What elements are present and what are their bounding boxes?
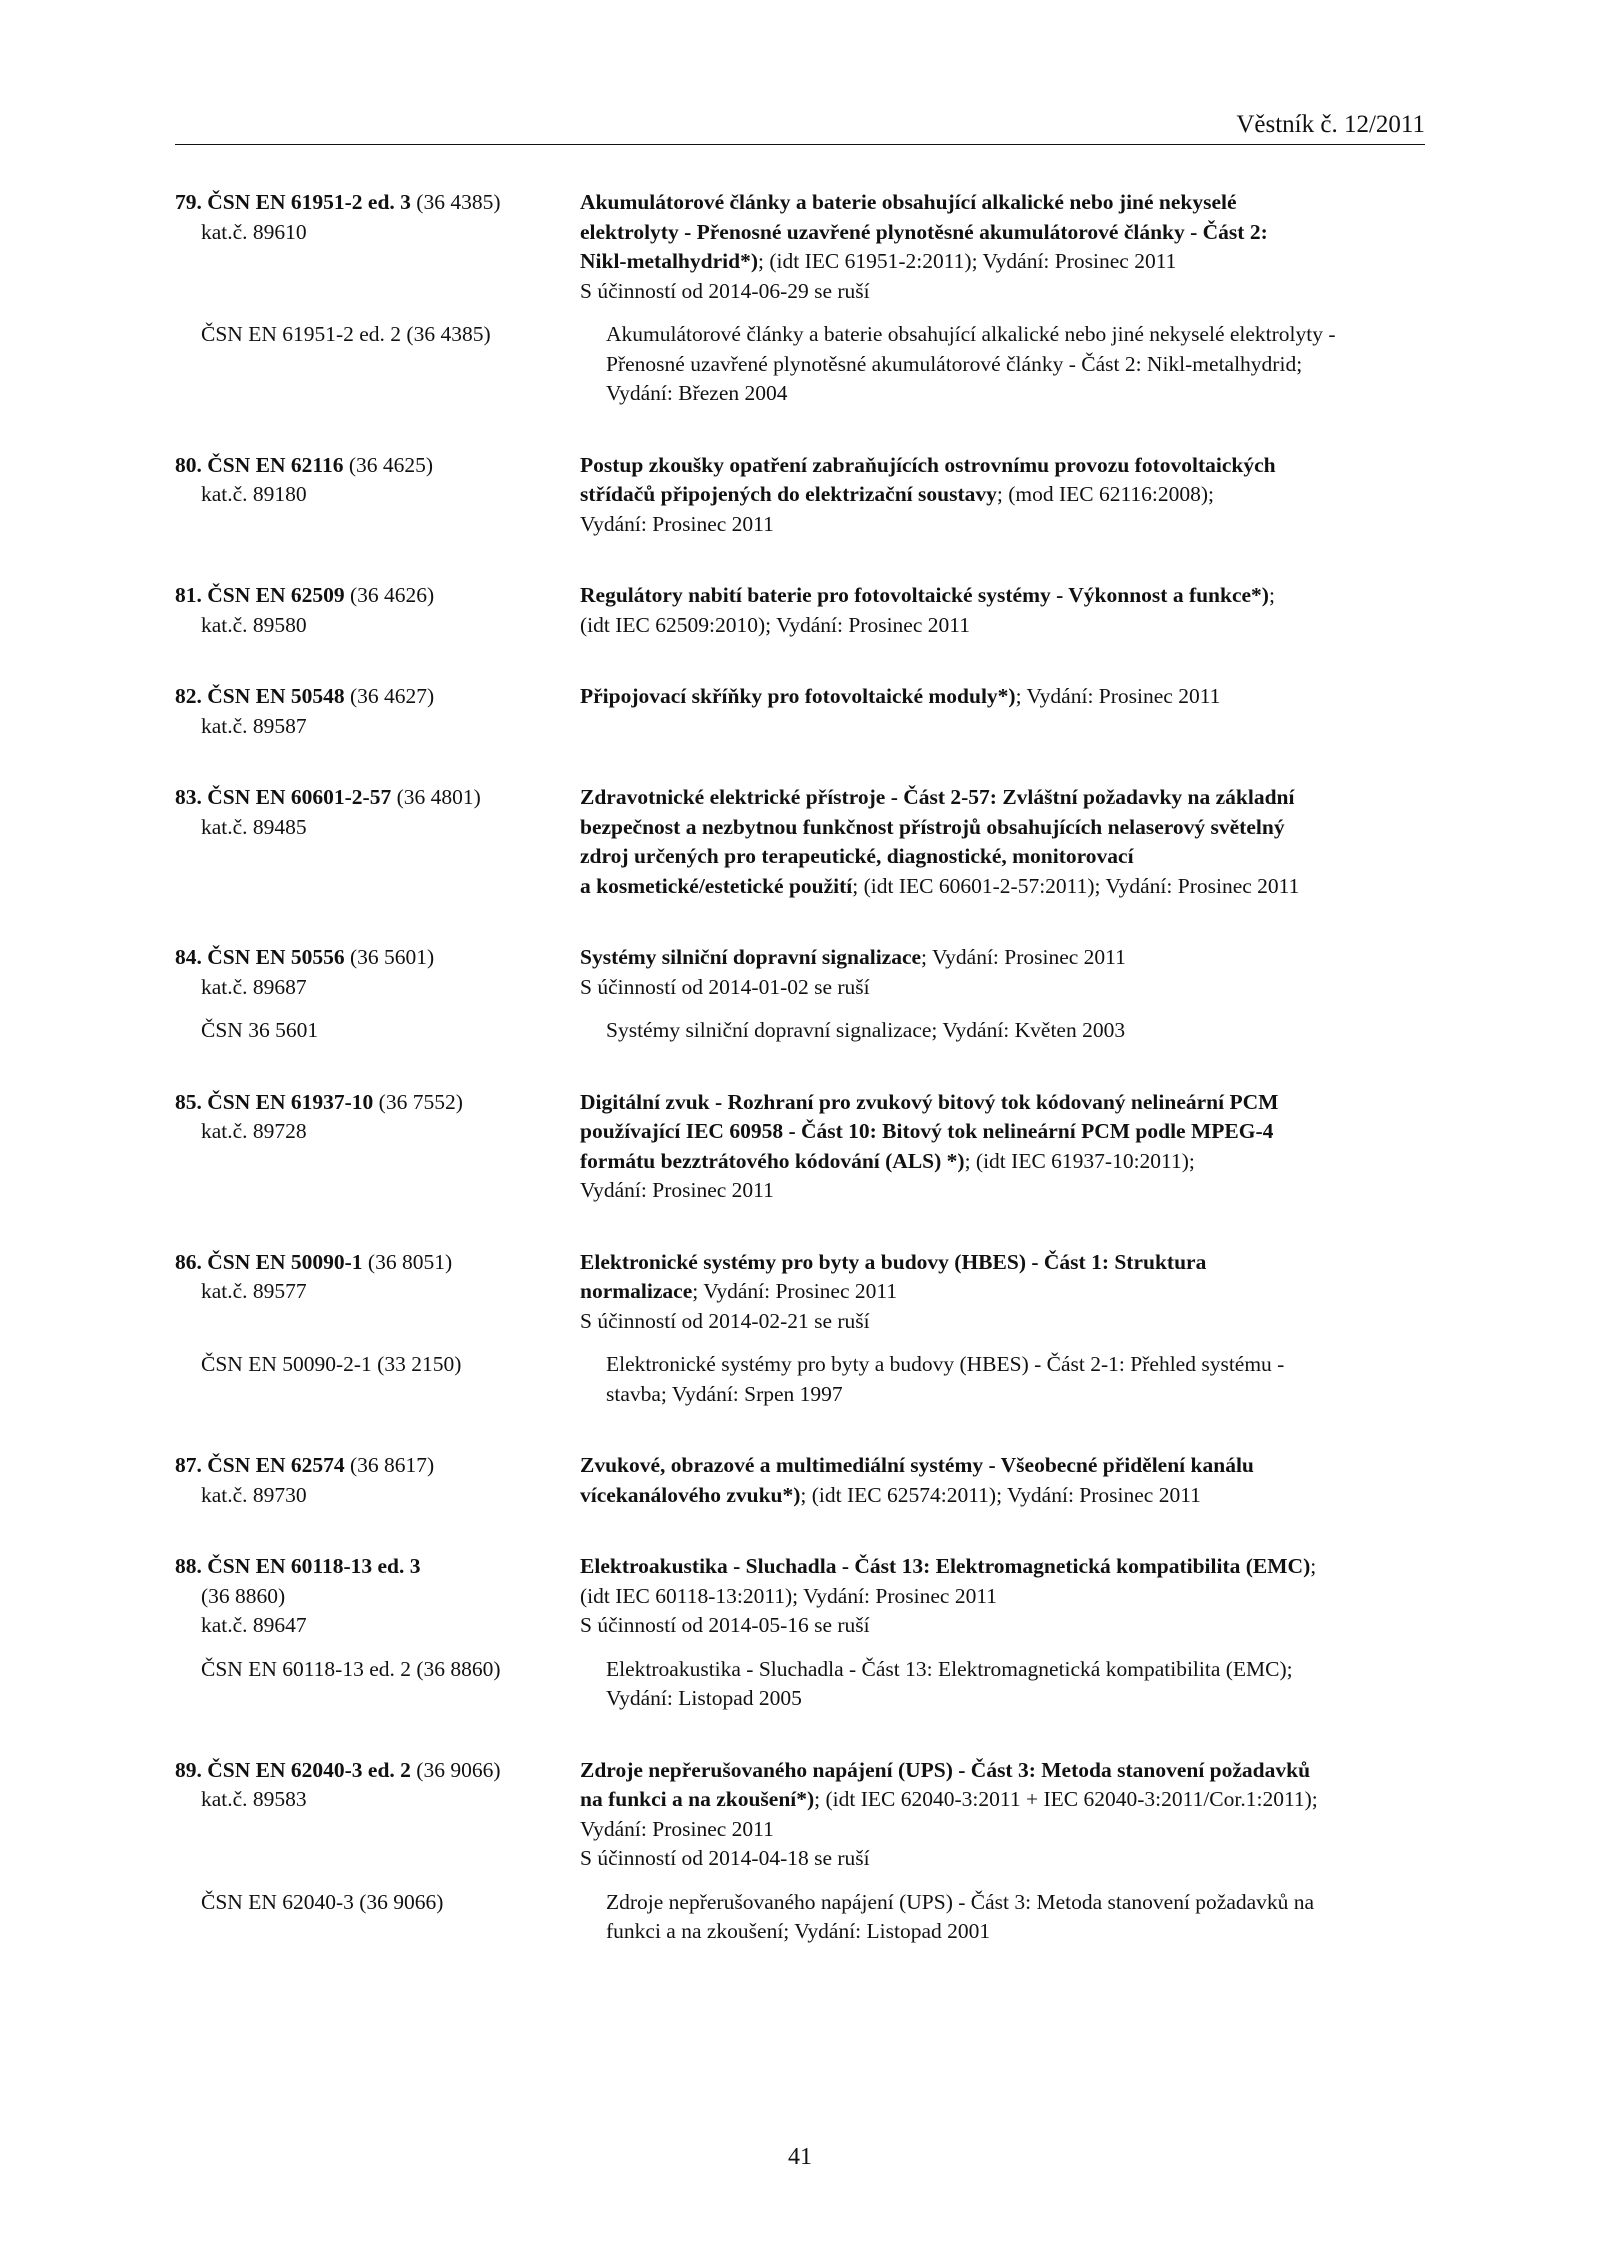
standard-code: ČSN EN 62509	[207, 583, 345, 607]
replaced-standard-row	[175, 1888, 1435, 1947]
entry-main-row	[175, 1451, 1435, 1510]
publication-info: S účinností od 2014-05-16 se ruší	[580, 1613, 870, 1637]
entry-designation	[175, 1552, 580, 1641]
standard-code: ČSN EN 62574	[207, 1453, 345, 1477]
designation-line	[175, 1451, 580, 1481]
entry-description	[580, 943, 1435, 1002]
title-line	[580, 1552, 1435, 1582]
title-line	[580, 480, 1435, 510]
publication-info: Vydání: Prosinec 2011	[580, 1178, 774, 1202]
replaced-line: Akumulátorové články a baterie obsahující alkalické nebo jiné nekyselé elektrolyty -	[606, 322, 1336, 346]
entry-designation	[175, 682, 580, 741]
catalog-number: kat.č. 89577	[201, 1279, 307, 1303]
publication-info: S účinností od 2014-06-29 se ruší	[580, 278, 870, 303]
entry-description	[580, 188, 1435, 306]
designation-line	[175, 188, 580, 218]
standard-entry	[175, 682, 1435, 741]
entry-designation	[175, 1088, 580, 1206]
entry-main-row	[175, 1088, 1435, 1206]
entry-main-row	[175, 682, 1435, 741]
title-line: bezpečnost a nezbytnou funkčnost přístrojů obsahujících nelaserový světelný	[580, 814, 1285, 839]
replaced-standard-description	[606, 1888, 1435, 1947]
entry-designation	[175, 943, 580, 1002]
publication-info: ;	[1268, 583, 1275, 607]
standards-list	[175, 188, 1435, 1989]
replaced-standard-row	[175, 1016, 1435, 1046]
catalog-number: kat.č. 89587	[201, 713, 307, 738]
title-line-end: na funkci a na zkoušení*)	[580, 1787, 815, 1811]
classification-code: (36 8860)	[201, 1583, 286, 1608]
designation-line	[175, 943, 580, 973]
classification-code: (36 4385)	[410, 190, 501, 214]
entry-number: 79.	[175, 190, 202, 214]
entry-description	[580, 783, 1435, 901]
entry-designation	[175, 1451, 580, 1510]
catalog-number: kat.č. 89687	[201, 974, 307, 999]
entry-number: 86.	[175, 1249, 202, 1274]
catalog-number: kat.č. 89580	[201, 612, 307, 637]
page-header	[175, 108, 1425, 145]
entry-designation	[175, 783, 580, 901]
replaced-standard-code: ČSN EN 50090-2-1 (33 2150)	[201, 1352, 462, 1376]
publication-info: (idt IEC 60118-13:2011); Vydání: Prosinec 2011	[580, 1583, 998, 1608]
title-line	[580, 247, 1435, 277]
catalog-number: kat.č. 89180	[201, 482, 307, 506]
catalog-number: kat.č. 89610	[201, 219, 307, 244]
standard-entry	[175, 451, 1435, 540]
publication-info: ; Vydání: Prosinec 2011	[692, 1279, 898, 1303]
publication-info: S účinností od 2014-01-02 se ruší	[580, 974, 870, 999]
designation-line	[175, 1088, 580, 1118]
replaced-standard-code: ČSN EN 60118-13 ed. 2 (36 8860)	[201, 1656, 501, 1681]
publication-info: S účinností od 2014-04-18 se ruší	[580, 1846, 870, 1870]
title-line: Digitální zvuk - Rozhraní pro zvukový bitový tok kódovaný nelineární PCM	[580, 1089, 1279, 1114]
title-line-end: Elektroakustika - Sluchadla - Část 13: Elektromagnetická kompatibilita (EMC)	[580, 1554, 1311, 1578]
title-line	[580, 872, 1435, 902]
title-line	[580, 682, 1435, 712]
title-line: elektrolyty - Přenosné uzavřené plynotěsné akumulátorové články - Část 2:	[580, 219, 1268, 244]
replaced-line: stavba; Vydání: Srpen 1997	[606, 1381, 843, 1406]
journal-issue-title: Věstník č. 12/2011	[1236, 111, 1425, 138]
classification-code: (36 4625)	[343, 452, 434, 477]
standard-entry	[175, 943, 1435, 1046]
entry-description	[580, 451, 1435, 540]
title-line-end: Regulátory nabití baterie pro fotovoltaické systémy - Výkonnost a funkce*)	[580, 583, 1269, 607]
classification-code: (36 8051)	[362, 1249, 453, 1274]
catalog-number: kat.č. 89485	[201, 814, 307, 839]
publication-info: ; Vydání: Prosinec 2011	[921, 945, 1126, 969]
designation-line	[175, 581, 580, 611]
standard-entry	[175, 1756, 1435, 1947]
replaced-standard-row	[175, 1350, 1435, 1409]
publication-info: ;	[1310, 1554, 1317, 1578]
title-line-end: vícekanálového zvuku*)	[580, 1482, 801, 1507]
replaced-standard-description	[606, 1655, 1435, 1714]
entry-description	[580, 1552, 1435, 1641]
title-line-end: Nikl-metalhydrid*)	[580, 249, 758, 273]
entry-designation	[175, 1248, 580, 1337]
title-line	[580, 943, 1435, 973]
title-line: Zdravotnické elektrické přístroje - Část 2-57: Zvláštní požadavky na základní	[580, 785, 1295, 809]
catalog-number: kat.č. 89583	[201, 1787, 307, 1811]
replaced-standard-description	[606, 1350, 1435, 1409]
classification-code: (36 4627)	[344, 684, 435, 708]
classification-code: (36 5601)	[344, 945, 435, 969]
classification-code: (36 4626)	[344, 583, 435, 607]
publication-info: (idt IEC 62509:2010); Vydání: Prosinec 2011	[580, 612, 970, 637]
entry-description	[580, 1088, 1435, 1206]
title-line	[580, 1147, 1435, 1177]
replaced-standard-code: ČSN 36 5601	[201, 1018, 319, 1042]
replaced-standard-description	[606, 1016, 1435, 1046]
replaced-line: Přenosné uzavřené plynotěsné akumulátorové články - Část 2: Nikl-metalhydrid;	[606, 351, 1303, 376]
title-line	[580, 1277, 1435, 1307]
title-line: Zdroje nepřerušovaného napájení (UPS) - Část 3: Metoda stanovení požadavků	[580, 1757, 1311, 1782]
publication-info: Vydání: Prosinec 2011	[580, 511, 774, 536]
entry-main-row	[175, 451, 1435, 540]
entry-main-row	[175, 783, 1435, 901]
standard-entry	[175, 1552, 1435, 1714]
designation-line	[175, 451, 580, 481]
entry-number: 89.	[175, 1757, 202, 1782]
publication-info: ; (idt IEC 61937-10:2011);	[964, 1148, 1195, 1173]
replaced-standard-row	[175, 1655, 1435, 1714]
classification-code: (36 9066)	[410, 1757, 501, 1782]
title-line: Elektronické systémy pro byty a budovy (HBES) - Část 1: Struktura	[580, 1249, 1207, 1274]
standard-code: ČSN EN 62040-3 ed. 2	[207, 1757, 411, 1782]
standard-code: ČSN EN 62116	[207, 452, 344, 477]
title-line-end: Systémy silniční dopravní signalizace	[580, 945, 922, 969]
entry-number: 82.	[175, 684, 202, 708]
entry-number: 81.	[175, 583, 202, 607]
designation-line	[175, 783, 580, 813]
title-line-end: normalizace	[580, 1279, 693, 1303]
standard-code: ČSN EN 50548	[207, 684, 345, 708]
entry-main-row	[175, 1248, 1435, 1337]
publication-info: ; (idt IEC 62040-3:2011 + IEC 62040-3:2011/Cor.1:2011);	[814, 1787, 1318, 1811]
entry-number: 88.	[175, 1554, 202, 1578]
title-line: zdroj určených pro terapeutické, diagnostické, monitorovací	[580, 844, 1134, 868]
replaced-line: Zdroje nepřerušovaného napájení (UPS) - Část 3: Metoda stanovení požadavků na	[606, 1889, 1315, 1914]
classification-code: (36 7552)	[373, 1089, 463, 1114]
replaced-line: funkci a na zkoušení; Vydání: Listopad 2001	[606, 1919, 991, 1943]
entry-description	[580, 581, 1435, 640]
title-line: používající IEC 60958 - Část 10: Bitový tok nelineární PCM podle MPEG-4	[580, 1119, 1274, 1143]
publication-info: ; (idt IEC 60601-2-57:2011); Vydání: Prosinec 2011	[852, 873, 1300, 898]
catalog-number: kat.č. 89647	[201, 1613, 307, 1637]
standard-code: ČSN EN 60118-13 ed. 3	[207, 1554, 421, 1578]
replaced-line: Vydání: Březen 2004	[606, 381, 788, 405]
entry-main-row	[175, 188, 1435, 306]
designation-line	[175, 1248, 580, 1278]
replaced-line: Vydání: Listopad 2005	[606, 1686, 802, 1710]
page-number: 41	[788, 2144, 812, 2170]
standard-entry	[175, 1248, 1435, 1410]
entry-description	[580, 682, 1435, 741]
replaced-standard-row	[175, 320, 1435, 409]
standard-code: ČSN EN 50556	[207, 945, 345, 969]
replaced-line: Elektronické systémy pro byty a budovy (HBES) - Část 2-1: Přehled systému -	[606, 1352, 1285, 1376]
title-line: Akumulátorové články a baterie obsahující alkalické nebo jiné nekyselé	[580, 190, 1237, 214]
title-line: Zvukové, obrazové a multimediální systémy - Všeobecné přidělení kanálu	[580, 1453, 1254, 1477]
title-line-end: formátu bezztrátového kódování (ALS) *)	[580, 1148, 965, 1173]
publication-info: Vydání: Prosinec 2011	[580, 1816, 774, 1841]
entry-main-row	[175, 1552, 1435, 1641]
entry-main-row	[175, 943, 1435, 1002]
catalog-number: kat.č. 89730	[201, 1482, 307, 1507]
replaced-line: Elektroakustika - Sluchadla - Část 13: Elektromagnetická kompatibilita (EMC);	[606, 1656, 1293, 1681]
entry-number: 80.	[175, 452, 202, 477]
title-line: Postup zkoušky opatření zabraňujících ostrovnímu provozu fotovoltaických	[580, 452, 1276, 477]
entry-description	[580, 1451, 1435, 1510]
catalog-number: kat.č. 89728	[201, 1119, 307, 1143]
entry-description	[580, 1248, 1435, 1337]
publication-info: ; (idt IEC 62574:2011); Vydání: Prosinec 2011	[800, 1482, 1201, 1507]
standard-entry	[175, 1451, 1435, 1510]
title-line	[580, 1481, 1435, 1511]
standard-code: ČSN EN 60601-2-57	[207, 785, 392, 809]
title-line-end: a kosmetické/estetické použití	[580, 873, 853, 898]
entry-number: 87.	[175, 1453, 202, 1477]
publication-info: ; (idt IEC 61951-2:2011); Vydání: Prosinec 2011	[757, 249, 1177, 273]
designation-line	[175, 1756, 580, 1786]
designation-line	[175, 682, 580, 712]
standard-code: ČSN EN 50090-1	[207, 1249, 363, 1274]
standard-entry	[175, 783, 1435, 901]
replaced-line: Systémy silniční dopravní signalizace; Vydání: Květen 2003	[606, 1018, 1126, 1042]
publication-info: ; Vydání: Prosinec 2011	[1015, 684, 1221, 708]
classification-code: (36 8617)	[344, 1453, 435, 1477]
title-line	[580, 1785, 1435, 1815]
publication-info: S účinností od 2014-02-21 se ruší	[580, 1308, 870, 1333]
title-line-end: Připojovací skříňky pro fotovoltaické moduly*)	[580, 684, 1016, 708]
title-line	[580, 581, 1435, 611]
entry-number: 84.	[175, 945, 202, 969]
entry-main-row	[175, 581, 1435, 640]
designation-line	[175, 1552, 580, 1582]
standard-code: ČSN EN 61951-2 ed. 3	[207, 190, 411, 214]
entry-designation	[175, 581, 580, 640]
entry-designation	[175, 188, 580, 306]
standard-entry	[175, 188, 1435, 409]
entry-number: 85.	[175, 1089, 202, 1114]
standard-entry	[175, 1088, 1435, 1206]
entry-designation	[175, 1756, 580, 1874]
publication-info: ; (mod IEC 62116:2008);	[996, 482, 1215, 506]
entry-description	[580, 1756, 1435, 1874]
replaced-standard-code: ČSN EN 62040-3 (36 9066)	[201, 1889, 444, 1914]
replaced-standard-description	[606, 320, 1435, 409]
classification-code: (36 4801)	[391, 785, 481, 809]
standard-entry	[175, 581, 1435, 640]
replaced-standard-code: ČSN EN 61951-2 ed. 2 (36 4385)	[201, 322, 491, 346]
entry-main-row	[175, 1756, 1435, 1874]
title-line-end: střídačů připojených do elektrizační soustavy	[580, 482, 997, 506]
standard-code: ČSN EN 61937-10	[207, 1089, 374, 1114]
entry-designation	[175, 451, 580, 540]
entry-number: 83.	[175, 785, 202, 809]
